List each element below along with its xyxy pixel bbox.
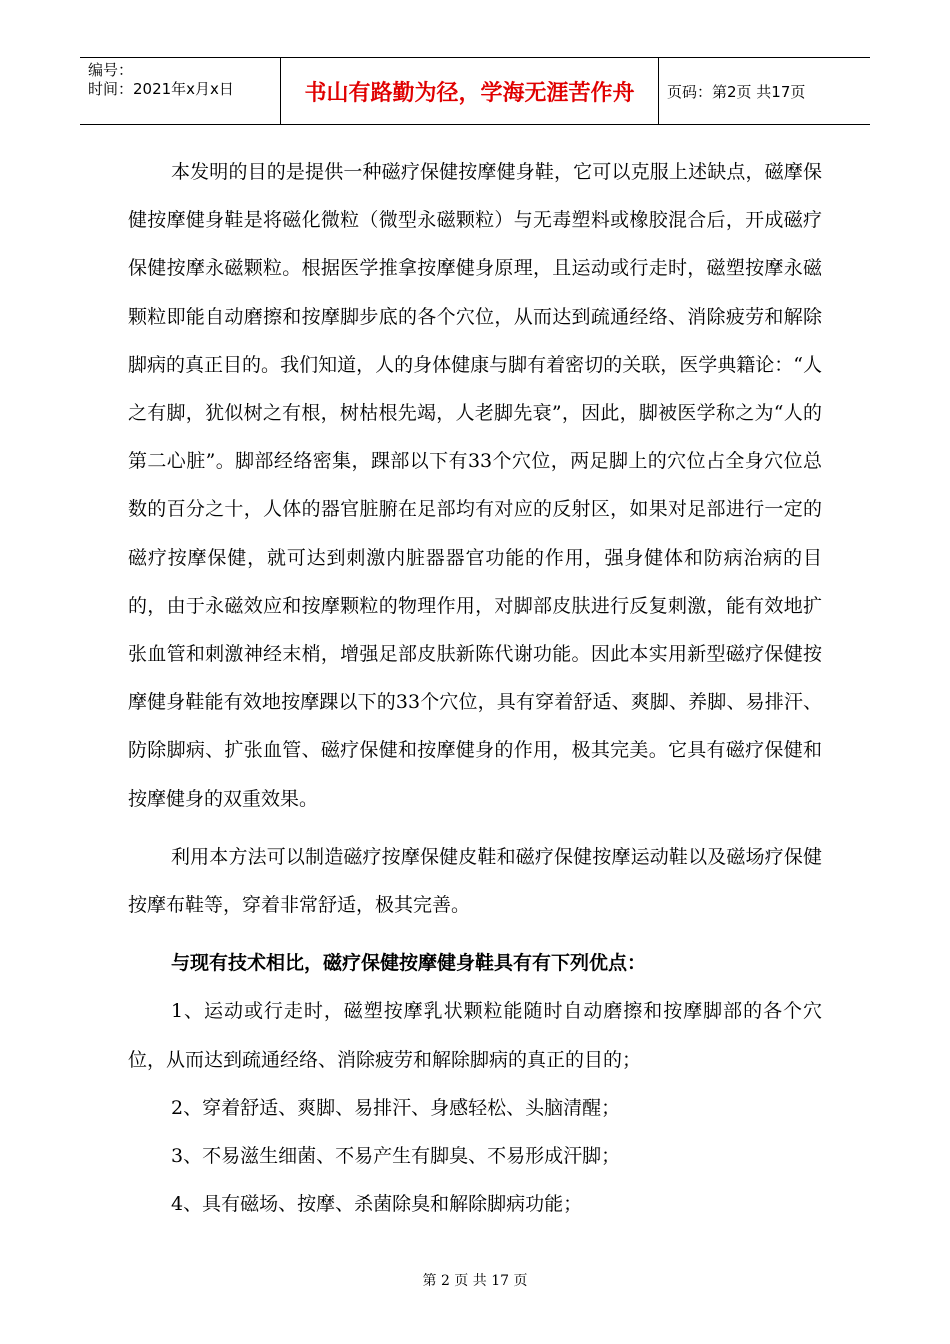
header-page-info: 页码：第2页 共17页 bbox=[667, 82, 806, 101]
page-header bbox=[80, 57, 870, 125]
paragraph: 利用本方法可以制造磁疗按摩保健皮鞋和磁疗保健按摩运动鞋以及磁场疗保健按摩布鞋等，穿着非常舒适，极其完善。 bbox=[128, 845, 822, 917]
page-footer: 第 2 页 共 17 页 bbox=[422, 1273, 528, 1289]
advantage-item: 4、具有磁场、按摩、杀菌除臭和解除脚病功能； bbox=[171, 1193, 583, 1216]
advantage-item: 1、运动或行走时，磁塑按摩乳状颗粒能随时自动磨擦和按摩脚部的各个穴位，从而达到疏通经络、消除疲劳和解除脚病的真正的目的； bbox=[128, 1000, 822, 1071]
document-body bbox=[128, 148, 822, 1228]
advantages-heading: 与现有技术相比，磁疗保健按摩健身鞋具有有下列优点： bbox=[171, 952, 647, 975]
advantage-item: 2、穿着舒适、爽脚、易排汗、身感轻松、头脑清醒； bbox=[171, 1096, 621, 1119]
paragraph: 本发明的目的是提供一种磁疗保健按摩健身鞋，它可以克服上述缺点，磁摩保健按摩健身鞋是将磁化微粒（微型永磁颗粒）与无毒塑料或橡胶混合后，开成磁疗保健按摩永磁颗粒。根据医学推拿按摩健身原理，且运动或行走时，磁塑按摩永磁颗粒即能自动磨擦和按摩脚步底的各个穴位，从而达到疏通经络、消除疲劳和解除脚病的真正目的。我们知道，人的身体健康与脚有着密切的关联，医学典籍论：“人之有脚，犹似树之有根，树枯根先竭，人老脚先衰”，因此，脚被医学称之为“人的第二心脏”。脚部经络密集，踝部以下有33个穴位，两足脚上的穴位占全身穴位总数的百分之十，人体的器官脏腑在足部均有对应的反射区，如果对足部进行一定的磁疗按摩保健，就可达到刺激内脏器器官功能的作用，强身健体和防病治病的目的，由于永磁效应和按摩颗粒的物理作用，对脚部皮肤进行反复刺激，能有效地扩张血管和刺激神经末梢，增强足部皮肤新陈代谢功能。因此本实用新型磁疗保健按摩健身鞋能有效地按摩踝以下的33个穴位，具有穿着舒适、爽脚、养脚、易排汗、防除脚病、扩张血管、磁疗保健和按摩健身的作用，极其完美。它具有磁疗保健和按摩健身的双重效果。 bbox=[128, 161, 822, 810]
header-meta bbox=[80, 58, 281, 124]
advantage-item: 3、不易滋生细菌、不易产生有脚臭、不易形成汗脚； bbox=[171, 1145, 621, 1168]
time-label: 时间：2021年x月x日 bbox=[88, 80, 234, 98]
number-label: 编号： bbox=[88, 61, 134, 79]
header-motto: 书山有路勤为径，学海无涯苦作舟 bbox=[281, 58, 659, 124]
